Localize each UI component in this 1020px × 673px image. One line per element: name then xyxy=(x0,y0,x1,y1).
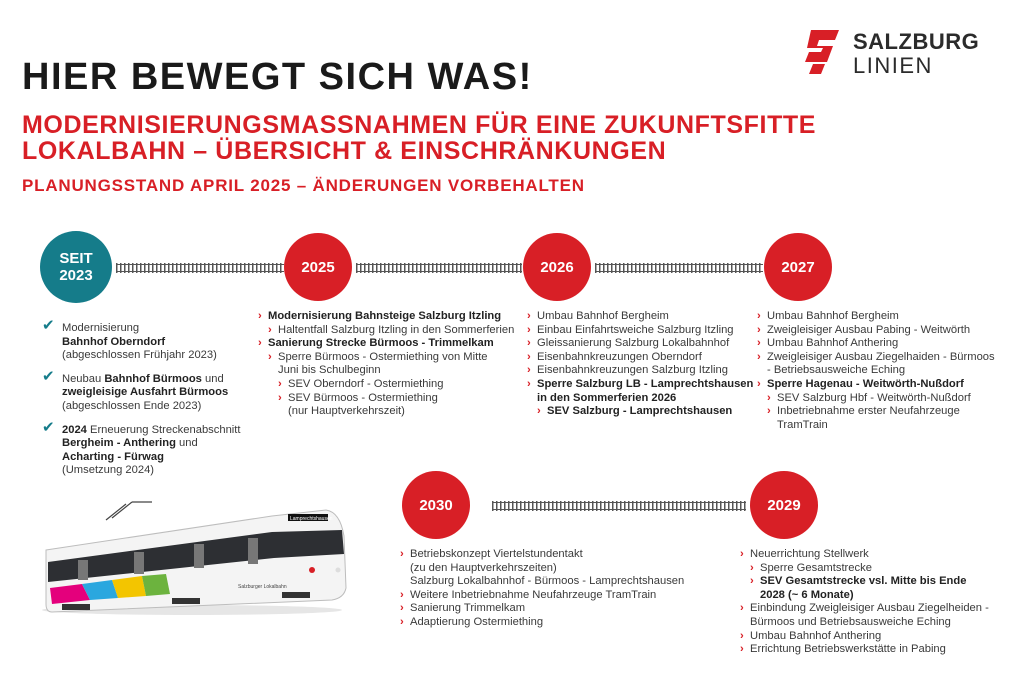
milestone-2030: 2030 xyxy=(402,471,470,539)
page-title: HIER BEWEGT SICH WAS! xyxy=(22,56,533,98)
list-item: Salzburg Lokalbahnhof - Bürmoos - Lamprechtshausen xyxy=(410,575,685,588)
salzburg-linien-logo xyxy=(803,28,1003,84)
milestone-2025: 2025 xyxy=(284,233,352,301)
list-item: › Einbau Einfahrtsweiche Salzburg Itzling xyxy=(527,323,734,336)
list-item: ✔ Modernisierung Bahnhof Oberndorf (abgeschlossen Frühjahr 2023) xyxy=(42,317,217,362)
list-2030 xyxy=(400,548,710,630)
planning-status: PLANUNGSSTAND APRIL 2025 – ÄNDERUNGEN VORBEHALTEN xyxy=(22,176,585,195)
milestone-seit-year: 2023 xyxy=(59,267,93,284)
rail-track-1 xyxy=(116,263,284,273)
checkmark-icon: ✔ xyxy=(42,418,55,436)
tram-brand: Salzburger Lokalbahn xyxy=(238,584,287,590)
list-item: › Umbau Bahnhof Anthering xyxy=(757,337,899,350)
list-item: › Sanierung Strecke Bürmoos - Trimmelkam xyxy=(258,337,494,350)
list-item: › Umbau Bahnhof Bergheim xyxy=(527,310,669,322)
list-2026 xyxy=(527,310,757,419)
milestone-2027: 2027 xyxy=(764,233,832,301)
list-item: in den Sommerferien 2026 xyxy=(537,391,677,404)
logo-line2: LINIEN xyxy=(853,53,933,78)
subtitle-line-2: LOKALBAHN – ÜBERSICHT & EINSCHRÄNKUNGEN xyxy=(22,137,667,165)
list-item: › Sperre Salzburg LB - Lamprechtshausen xyxy=(527,377,754,390)
subtitle-line-1: MODERNISIERUNGSMASSNAHMEN FÜR EINE ZUKUNFTSFITTE xyxy=(22,111,817,139)
rail-track-3 xyxy=(595,263,763,273)
list-seit-2023 xyxy=(42,317,272,488)
rail-track-4 xyxy=(492,501,746,511)
list-2025 xyxy=(258,310,518,419)
list-item: › Adaptierung Ostermiething xyxy=(400,615,544,628)
milestone-2026: 2026 xyxy=(523,233,591,301)
list-item: ✔ 2024 Erneuerung Streckenabschnitt Bergheim - Anthering und Acharting - Fürwag (Umsetzung 2024) xyxy=(42,418,241,477)
tram-destination: Lamprechtshausen xyxy=(290,516,333,522)
list-item: › Modernisierung Bahnsteige Salzburg Itzling xyxy=(258,310,502,322)
list-item: › Weitere Inbetriebnahme Neufahrzeuge TramTrain xyxy=(400,588,657,601)
list-item: › SEV Bürmoos - Ostermiething xyxy=(278,391,438,404)
salzburg-linien-logo-icon xyxy=(803,28,843,76)
list-item: › SEV Salzburg Hbf - Weitwörth-Nußdorf xyxy=(767,391,971,404)
list-item: (zu den Hauptverkehrszeiten) xyxy=(410,561,557,574)
logo-line1: SALZBURG xyxy=(853,29,980,54)
list-2027 xyxy=(757,310,1007,432)
list-item: › SEV Gesamtstrecke vsl. Mitte bis Ende xyxy=(750,575,967,588)
list-item: › Eisenbahnkreuzungen Salzburg Itzling xyxy=(527,364,728,377)
list-item: › Haltentfall Salzburg Itzling in den Sommerferien xyxy=(268,323,515,336)
list-item: Juni bis Schulbeginn xyxy=(278,364,381,377)
list-item: › Betriebskonzept Viertelstundentakt xyxy=(400,548,583,560)
milestone-seit-label: SEIT xyxy=(59,250,93,267)
list-item: › Sperre Gesamtstrecke xyxy=(750,561,872,574)
checkmark-icon: ✔ xyxy=(42,317,55,334)
list-item: › Einbindung Zweigleisiger Ausbau Ziegelheiden - xyxy=(740,602,989,615)
rail-track-2 xyxy=(356,263,522,273)
milestone-2029: 2029 xyxy=(750,471,818,539)
list-item: Bürmoos und Betriebsausweiche Eching xyxy=(750,615,951,628)
list-item: › Zweigleisiger Ausbau Ziegelhaiden - Bürmoos xyxy=(757,350,995,363)
list-item: › SEV Salzburg - Lamprechtshausen xyxy=(537,405,733,418)
page-subtitle xyxy=(22,112,816,164)
list-item: › Sperre Bürmoos - Ostermiething von Mitte xyxy=(268,350,488,363)
list-item: TramTrain xyxy=(777,418,828,431)
list-item: › Sanierung Trimmelkam xyxy=(400,602,526,615)
list-item: › Inbetriebnahme erster Neufahrzeuge xyxy=(767,405,960,418)
list-item: › Neuerrichtung Stellwerk xyxy=(740,548,869,560)
list-item: › Gleissanierung Salzburg Lokalbahnhof xyxy=(527,337,730,350)
list-item: 2028 (~ 6 Monate) xyxy=(760,588,854,601)
list-item: › Sperre Hagenau - Weitwörth-Nußdorf xyxy=(757,377,964,390)
list-item: ✔ Neubau Bahnhof Bürmoos und zweigleisige Ausfahrt Bürmoos (abgeschlossen Ende 2023) xyxy=(42,367,229,412)
tramtrain-illustration xyxy=(42,496,348,616)
list-item: › Umbau Bahnhof Bergheim xyxy=(757,310,899,322)
checkmark-icon: ✔ xyxy=(42,367,55,385)
list-item: › Zweigleisiger Ausbau Pabing - Weitwörth xyxy=(757,323,971,336)
list-item: › Errichtung Betriebswerkstätte in Pabing xyxy=(740,643,946,656)
list-2029 xyxy=(740,548,1010,657)
list-item: - Betriebsausweiche Eching xyxy=(767,364,906,377)
list-item: › SEV Oberndorf - Ostermiething xyxy=(278,377,444,390)
list-item: › Umbau Bahnhof Anthering xyxy=(740,629,882,642)
list-item: (nur Hauptverkehrszeit) xyxy=(288,405,405,418)
list-item: › Eisenbahnkreuzungen Oberndorf xyxy=(527,350,702,363)
milestone-seit-2023 xyxy=(40,231,112,303)
